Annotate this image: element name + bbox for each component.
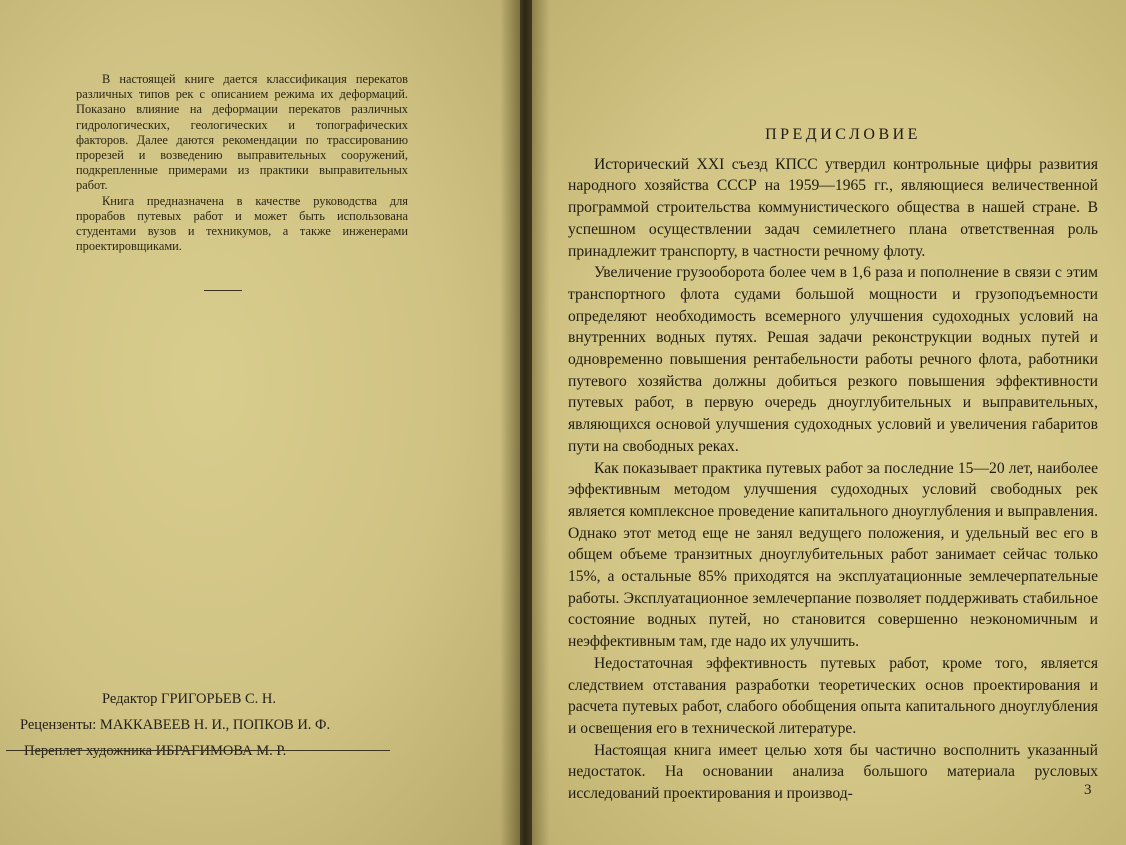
cover-artist-credit: Переплет художника ИБРАГИМОВА М. Р.: [24, 743, 287, 759]
preface-paragraph: Настоящая книга имеет целью хотя бы частично восполнить указанный недостаток. На основании анализа большого материала русловых исследований проектирования и производ-: [568, 741, 1098, 803]
right-page: [532, 0, 1126, 845]
preface-paragraph: Недостаточная эффективность путевых работ, кроме того, является следствием отставания разработки теоретических основ проектирования и расчета путевых работ, слабого обобщения опыта капитального дноуглубления и освещения его в технической литературе.: [568, 654, 1098, 737]
reviewers-credit: Рецензенты: МАККАВЕЕВ Н. И., ПОПКОВ И. Ф.: [20, 717, 331, 733]
preface-paragraph: Как показывает практика путевых работ за последние 15—20 лет, наиболее эффективным методом улучшения судоходных условий свободных рек является комплексное проведение капитального дноуглубления и выправления. Однако этот метод еще не занял ведущего положения, и удельный вес его в общем объеме транзитных дноуглубительных работ занимает сейчас только 15%, а остальные 85% приходятся на эксплуатационные землечерпательные работы. Эксплуатационное землечерпание позволяет поддерживать стабильное состояние водных путей, но становится совершенно неэкономичным и неэффективным там, где надо их улучшить.: [568, 459, 1098, 651]
preface-paragraph: Исторический XXI съезд КПСС утвердил контрольные цифры развития народного хозяйства СССР на 1959—1965 гг., являющиеся величественной программой строительства коммунистического общества в нашей стране. В успешном осуществлении задач семилетнего плана ответственная роль принадлежит транспорту, в частности речному флоту.: [568, 155, 1098, 260]
book-gutter: [500, 0, 550, 845]
annotation-paragraph: Книга предназначена в качестве руководства для прорабов путевых работ и может быть использована студентами вузов и техникумов, а также инженерами проектировщиками.: [76, 193, 408, 254]
preface-body: [568, 120, 1098, 805]
preface-heading: ПРЕДИСЛОВИЕ: [765, 126, 921, 143]
credits-rule: [6, 750, 390, 751]
left-page: [0, 0, 520, 845]
annotation-paragraph: В настоящей книге дается классификация перекатов различных типов рек с описанием режима их деформаций. Показано влияние на деформации перекатов различных гидрологических, геологических и топографических факторов. Далее даются рекомендации по трассированию прорезей и возведению выправительных сооружений, подкрепленные примерами из практики выправительных работ.: [76, 72, 408, 193]
preface-paragraph: Увеличение грузооборота более чем в 1,6 раза и пополнение в связи с этим транспортного флота судами большой мощности и грузоподъемности определяют необходимость всемерного улучшения судоходных условий на внутренних водных путях. Решая задачи реконструкции водных путей и одновременно повышения рентабельности работы речного флота, работники путевого хозяйства должны добиться резкого повышения эффективности путевых работ, в первую очередь дноуглубительных и выправительных, являющихся основой улучшения судоходных условий и увеличения габаритов пути на свободных реках.: [568, 264, 1098, 455]
editor-credit: Редактор ГРИГОРЬЕВ С. Н.: [102, 691, 277, 707]
separator-line: [204, 290, 242, 291]
credits-block: [20, 686, 440, 764]
book-annotation: [76, 72, 408, 254]
page-number: 3: [1084, 782, 1092, 798]
